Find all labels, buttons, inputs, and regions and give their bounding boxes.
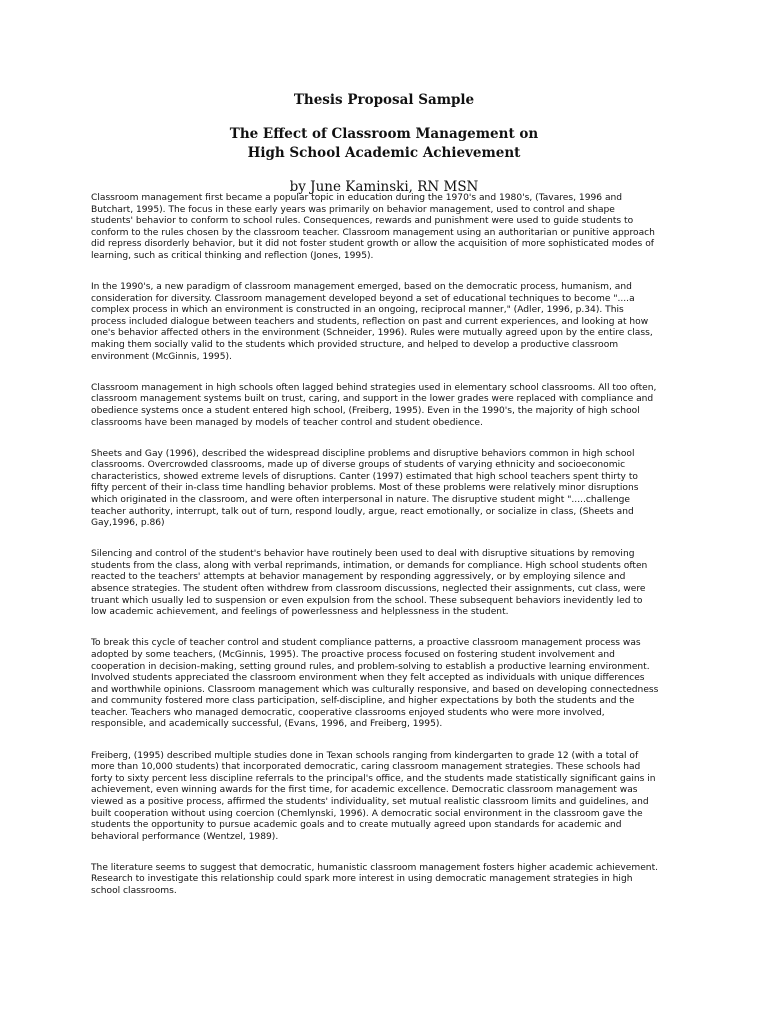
document-body [91,193,691,917]
author-byline: by June Kaminski, RN MSN [289,179,479,195]
paragraph: Classroom management in high schools often lagged behind strategies used in elementary school classrooms. All too often, classroom management systems built on trust, caring, and support in the lower grades were replaced with compliance and obedience systems once a student entered high school, (Freiberg, 1995). Even in the 1990's, the majority of high school classrooms have been managed by models of teacher control and student obedience. [91,382,657,428]
paragraph: Silencing and control of the student's behavior have routinely been used to deal with disruptive situations by removing students from the class, along with verbal reprimands, intimation, or demands for compliance. High school students often reacted to the teachers' attempts at behavior management by responding aggressively, or by employing silence and absence strategies. The student often withdrew from classroom discussions, neglected their assignments, cut class, were truant which usually led to suspension or even expulsion from the school. These subsequent behaviors inevidently led to low academic achievement, and feelings of powerlessness and helplessness in the student. [91,549,648,618]
title-line-2: High School Academic Achievement [247,145,521,161]
paragraph: Sheets and Gay (1996), described the widespread discipline problems and disruptive behaviors common in high school classrooms. Overcrowded classrooms, made up of diverse groups of students of varying ethnicity and socioeconomic characteristics, showed extreme levels of disruptions. Canter (1997) estimated that high school teachers spent thirty to fifty percent of their in-class time handling behavior problems. Most of these problems were relatively minor disruptions which originated in the classroom, and were often interpersonal in nature. The disruptive student might ".....challenge teacher authority, interrupt, talk out of turn, respond loudly, argue, react emotionally, or socialize in class, (Sheets and Gay,1996, p.86) [91,448,639,529]
paragraph: To break this cycle of teacher control and student compliance patterns, a proactive classroom management process was adopted by some teachers, (McGinnis, 1995). The proactive process focused on fostering student involvement and cooperation in decision-making, setting ground rules, and problem-solving to establish a productive learning environment. Involved students appreciated the classroom environment when they felt accepted as individuals with unique differences and worthwhile opinions. Classroom management which was culturally responsive, and based on developing connectedness and community fostered more class participation, self-discipline, and higher expectations by both the students and the teacher. Teachers who managed democratic, cooperative classrooms enjoyed students who were more involved, responsible, and academically successful, (Evans, 1996, and Freiberg, 1995). [91,638,659,730]
paragraph: Freiberg, (1995) described multiple studies done in Texan schools ranging from kindergarten to grade 12 (with a total of more than 10,000 students) that incorporated democratic, caring classroom management strategies. These schools had forty to sixty percent less discipline referrals to the principal's office, and the students made statistically significant gains in achievement, even winning awards for the first time, for academic excellence. Democratic classroom management was viewed as a positive process, affirmed the students' individuality, set mutual realistic classroom limits and guidelines, and built cooperation without using coercion (Chemlynski, 1996). A democratic social environment in the classroom gave the students the opportunity to pursue academic goals and to create mutually agreed upon standards for academic and behavioral performance (Wentzel, 1989). [91,750,656,842]
paragraph: The literature seems to suggest that democratic, humanistic classroom management fosters higher academic achievement. Research to investigate this relationship could spark more interest in using democratic management strategies in high school classrooms. [91,862,659,896]
paragraph: Classroom management first became a popular topic in education during the 1970's and 1980's, (Tavares, 1996 and Butchart, 1995). The focus in these early years was primarily on behavior management, used to control and shape students' behavior to conform to school rules. Consequences, rewards and punishment were used to guide students to conform to the rules chosen by the classroom teacher. Classroom management using an authoritarian or punitive approach did repress disorderly behavior, but it did not foster student growth or allow the acquisition of more sophisticated modes of learning, such as critical thinking and reflection (Jones, 1995). [91,193,655,261]
title-line-1: The Effect of Classroom Management on [229,126,539,142]
document-heading: Thesis Proposal Sample [293,92,475,108]
paragraph: In the 1990's, a new paradigm of classroom management emerged, based on the democratic process, humanism, and consideration for diversity. Classroom management developed beyond a set of educational techniques to become "....a complex process in which an environment is constructed in an ongoing, reciprocal manner," (Adler, 1996, p.34). This process included dialogue between teachers and students, reflection on past and current experiences, and looking at how one's behavior affected others in the environment (Schneider, 1996). Rules were mutually agreed upon by the entire class, making them socially valid to the students which provided structure, and helped to develop a productive classroom environment (McGinnis, 1995). [91,282,653,362]
